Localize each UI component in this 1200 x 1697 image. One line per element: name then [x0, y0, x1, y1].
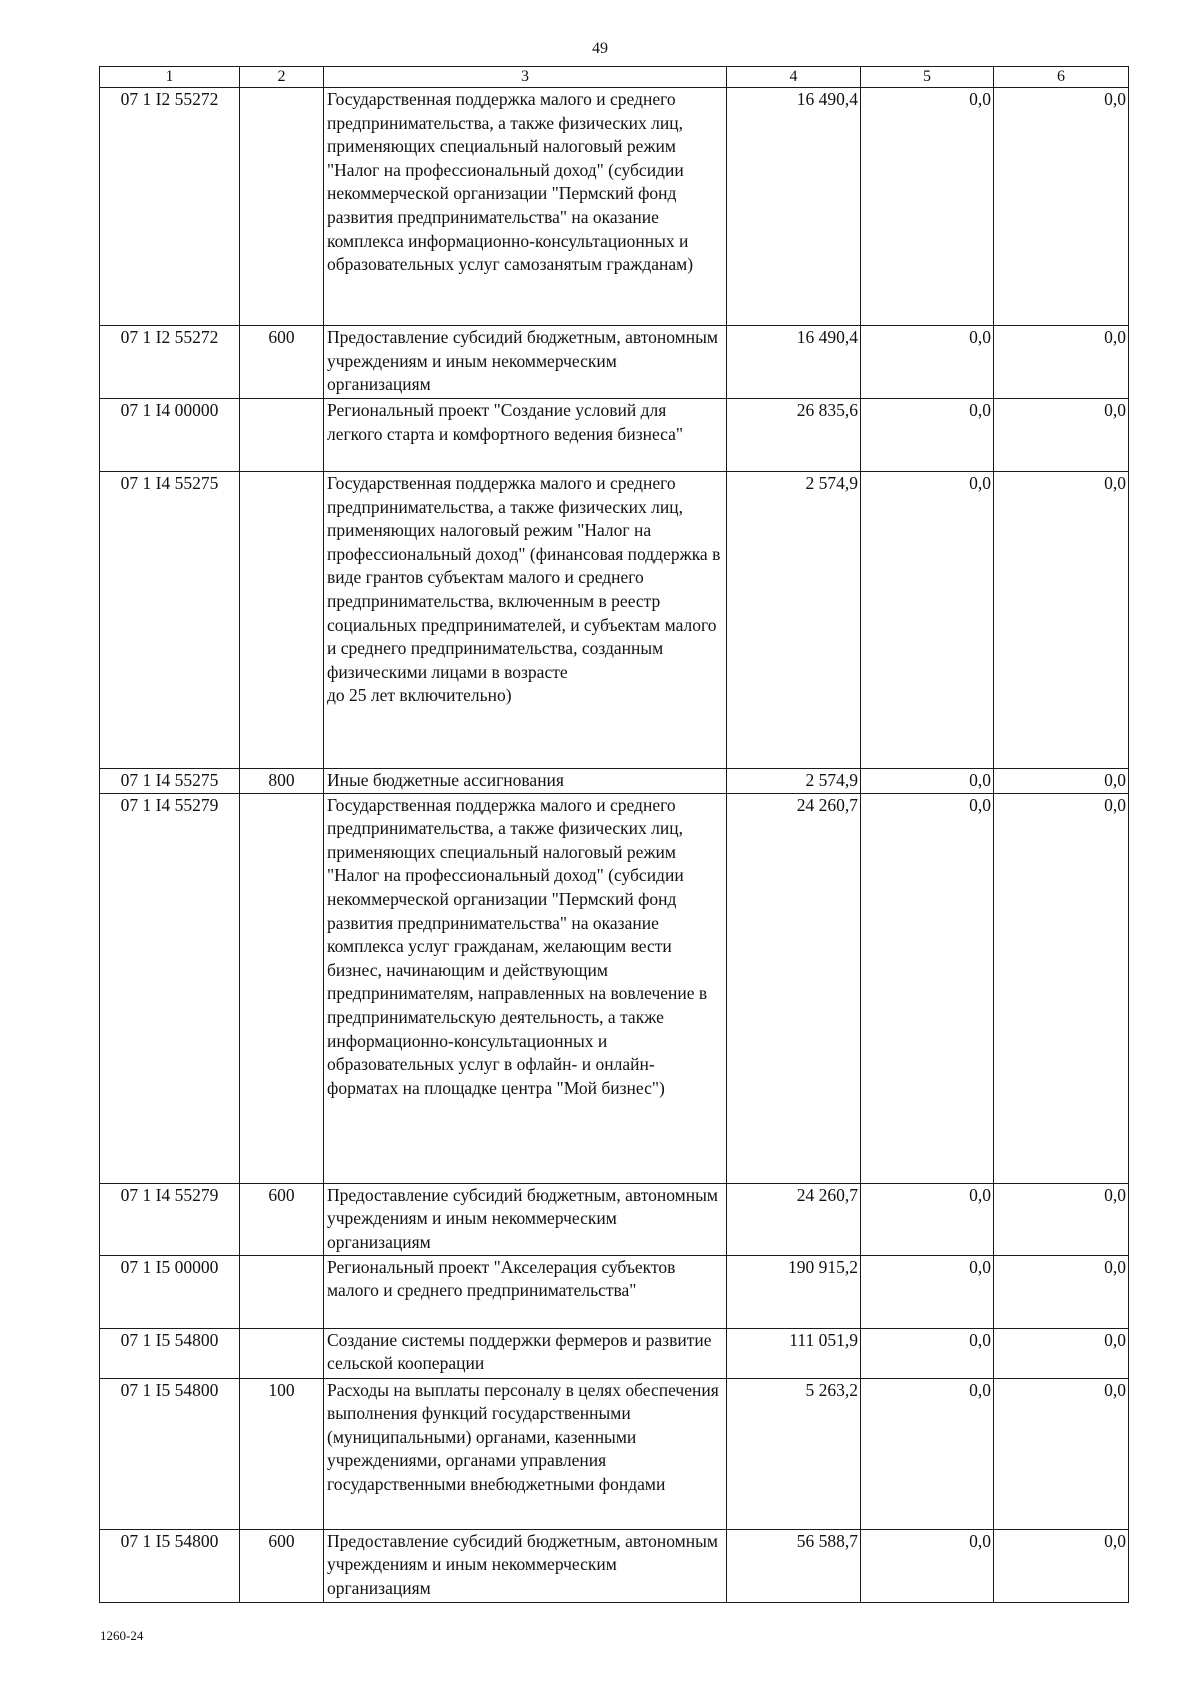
budget-table — [99, 66, 1129, 1603]
cell-value-5: 0,0 — [861, 326, 994, 399]
cell-code: 07 1 I4 55275 — [100, 769, 240, 794]
cell-value-6: 0,0 — [994, 769, 1129, 794]
cell-value-5: 0,0 — [861, 472, 994, 769]
cell-value-6: 0,0 — [994, 1183, 1129, 1255]
table-row — [100, 1255, 1129, 1328]
table-row — [100, 1378, 1129, 1529]
cell-value-5: 0,0 — [861, 769, 994, 794]
table-row — [100, 1328, 1129, 1378]
cell-type — [240, 472, 324, 769]
cell-code: 07 1 I5 00000 — [100, 1255, 240, 1328]
cell-value-5: 0,0 — [861, 1255, 994, 1328]
cell-type — [240, 1255, 324, 1328]
table-row — [100, 1183, 1129, 1255]
cell-value-6: 0,0 — [994, 399, 1129, 472]
cell-value-4: 26 835,6 — [727, 399, 861, 472]
cell-value-5: 0,0 — [861, 1183, 994, 1255]
cell-value-6: 0,0 — [994, 793, 1129, 1183]
cell-value-4: 2 574,9 — [727, 472, 861, 769]
cell-value-4: 190 915,2 — [727, 1255, 861, 1328]
cell-value-5: 0,0 — [861, 88, 994, 326]
cell-name: Предоставление субсидий бюджетным, автономным учреждениям и иным некоммерческим организациям — [324, 1529, 727, 1602]
cell-name: Государственная поддержка малого и среднего предпринимательства, а также физических лиц, применяющих налоговый режим "Налог на профессиональный доход" (финансовая поддержка в виде грантов субъектам малого и среднего предпринимательства, включенным в реестр социальных предпринимателей, и субъектам малого и среднего предпринимательства, созданным физическими лицами в возрасте до 25 лет включительно) — [324, 472, 727, 769]
cell-type — [240, 88, 324, 326]
cell-code: 07 1 I4 55279 — [100, 1183, 240, 1255]
cell-name: Создание системы поддержки фермеров и развитие сельской кооперации — [324, 1328, 727, 1378]
cell-value-4: 24 260,7 — [727, 793, 861, 1183]
cell-value-4: 16 490,4 — [727, 88, 861, 326]
cell-value-5: 0,0 — [861, 1529, 994, 1602]
cell-type: 800 — [240, 769, 324, 794]
cell-code: 07 1 I5 54800 — [100, 1328, 240, 1378]
cell-value-6: 0,0 — [994, 1328, 1129, 1378]
cell-value-5: 0,0 — [861, 1328, 994, 1378]
cell-value-4: 2 574,9 — [727, 769, 861, 794]
cell-name: Расходы на выплаты персоналу в целях обеспечения выполнения функций государственными (муниципальными) органами, казенными учреждениями, органами управления государственными внебюджетными фондами — [324, 1378, 727, 1529]
cell-value-5: 0,0 — [861, 793, 994, 1183]
cell-value-6: 0,0 — [994, 1529, 1129, 1602]
cell-value-6: 0,0 — [994, 1378, 1129, 1529]
cell-value-6: 0,0 — [994, 1255, 1129, 1328]
cell-type — [240, 1328, 324, 1378]
cell-code: 07 1 I4 55279 — [100, 793, 240, 1183]
cell-name: Государственная поддержка малого и среднего предпринимательства, а также физических лиц, применяющих специальный налоговый режим "Налог на профессиональный доход" (субсидии некоммерческой организации "Пермский фонд развития предпринимательства" на оказание комплекса услуг гражданам, желающим вести бизнес, начинающим и действующим предпринимателям, направленных на вовлечение в предпринимательскую деятельность, а также информационно-консультационных и образовательных услуг в офлайн- и онлайн-форматах на площадке центра "Мой бизнес") — [324, 793, 727, 1183]
header-cell-3: 3 — [324, 67, 727, 88]
cell-name: Предоставление субсидий бюджетным, автономным учреждениям и иным некоммерческим организациям — [324, 326, 727, 399]
cell-value-5: 0,0 — [861, 399, 994, 472]
cell-value-4: 16 490,4 — [727, 326, 861, 399]
cell-value-4: 24 260,7 — [727, 1183, 861, 1255]
table-row — [100, 326, 1129, 399]
cell-name: Региональный проект "Создание условий для легкого старта и комфортного ведения бизнеса" — [324, 399, 727, 472]
cell-type: 600 — [240, 1183, 324, 1255]
cell-code: 07 1 I4 00000 — [100, 399, 240, 472]
table-row — [100, 472, 1129, 769]
header-cell-4: 4 — [727, 67, 861, 88]
cell-code: 07 1 I4 55275 — [100, 472, 240, 769]
cell-type: 600 — [240, 1529, 324, 1602]
cell-code: 07 1 I2 55272 — [100, 88, 240, 326]
cell-name: Иные бюджетные ассигнования — [324, 769, 727, 794]
cell-code: 07 1 I5 54800 — [100, 1529, 240, 1602]
page-number: 49 — [592, 40, 608, 57]
cell-code: 07 1 I5 54800 — [100, 1378, 240, 1529]
cell-value-6: 0,0 — [994, 472, 1129, 769]
header-cell-1: 1 — [100, 67, 240, 88]
header-cell-6: 6 — [994, 67, 1129, 88]
cell-name: Предоставление субсидий бюджетным, автономным учреждениям и иным некоммерческим организациям — [324, 1183, 727, 1255]
cell-value-5: 0,0 — [861, 1378, 994, 1529]
cell-value-4: 111 051,9 — [727, 1328, 861, 1378]
table-row — [100, 1529, 1129, 1602]
cell-type: 600 — [240, 326, 324, 399]
table-row — [100, 793, 1129, 1183]
table-row — [100, 769, 1129, 794]
cell-type: 100 — [240, 1378, 324, 1529]
cell-value-4: 5 263,2 — [727, 1378, 861, 1529]
header-row — [100, 67, 1129, 88]
cell-type — [240, 399, 324, 472]
cell-value-6: 0,0 — [994, 326, 1129, 399]
table-row — [100, 88, 1129, 326]
cell-value-6: 0,0 — [994, 88, 1129, 326]
cell-name: Региональный проект "Акселерация субъектов малого и среднего предпринимательства" — [324, 1255, 727, 1328]
document-code: 1260-24 — [100, 1628, 144, 1643]
cell-type — [240, 793, 324, 1183]
cell-value-4: 56 588,7 — [727, 1529, 861, 1602]
header-cell-5: 5 — [861, 67, 994, 88]
cell-code: 07 1 I2 55272 — [100, 326, 240, 399]
header-cell-2: 2 — [240, 67, 324, 88]
table-row — [100, 399, 1129, 472]
cell-name: Государственная поддержка малого и среднего предпринимательства, а также физических лиц, применяющих специальный налоговый режим "Налог на профессиональный доход" (субсидии некоммерческой организации "Пермский фонд развития предпринимательства" на оказание комплекса информационно-консультационных и образовательных услуг самозанятым гражданам) — [324, 88, 727, 326]
